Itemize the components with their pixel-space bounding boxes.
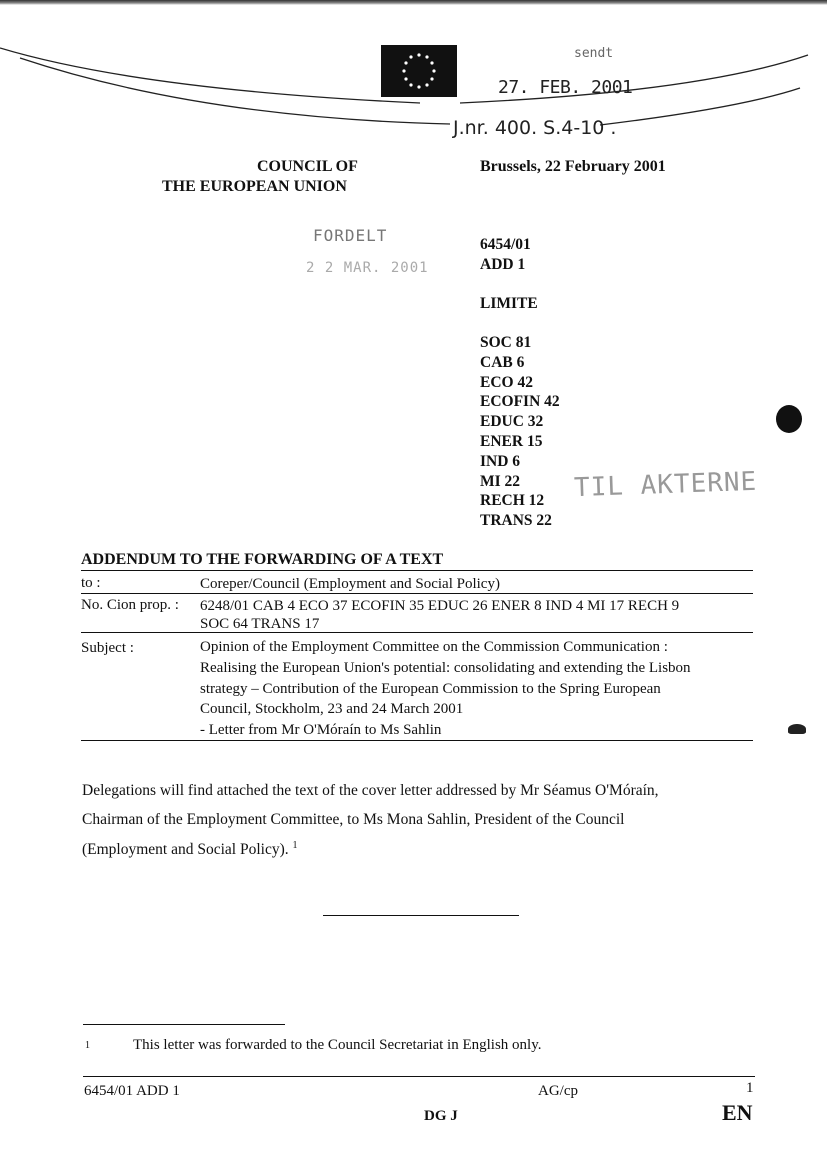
addendum-title: ADDENDUM TO THE FORWARDING OF A TEXT [81, 551, 444, 568]
subject-label: Subject : [81, 640, 134, 656]
distribution-code: CAB 6 [480, 353, 525, 371]
place-date: Brussels, 22 February 2001 [480, 158, 666, 175]
doc-addendum: ADD 1 [480, 256, 526, 273]
fordelt-stamp: FORDELT [313, 226, 388, 245]
footnote-text: This letter was forwarded to the Council Secretariat in English only. [133, 1037, 542, 1053]
eu-flag-icon [381, 45, 457, 97]
stamp-sent-label: sendt [574, 46, 614, 61]
cion-prop-value-line2: SOC 64 TRANS 17 [200, 616, 320, 632]
subject-rule [81, 740, 753, 741]
to-label: to : [81, 575, 101, 591]
cion-rule [81, 632, 753, 633]
footer-language: EN [722, 1100, 753, 1125]
fordelt-date-stamp: 2 2 MAR. 2001 [306, 260, 429, 276]
council-name-line2: THE EUROPEAN UNION [162, 178, 347, 195]
doc-number: 6454/01 [480, 236, 531, 253]
body-line: Chairman of the Employment Committee, to Ms Mona Sahlin, President of the Council [82, 811, 625, 828]
footer-doc-ref: 6454/01 ADD 1 [84, 1083, 180, 1099]
to-rule [81, 593, 753, 594]
title-rule [81, 570, 753, 571]
distribution-code: IND 6 [480, 452, 521, 470]
subject-line: strategy – Contribution of the European Commission to the Spring European [200, 681, 661, 697]
punch-hole-mark [776, 405, 802, 433]
stamp-received-date: 27. FEB. 2001 [498, 77, 633, 98]
footer-directorate: DG J [424, 1108, 458, 1124]
distribution-code: EDUC 32 [480, 413, 544, 431]
footnote-marker: 1 [85, 1040, 90, 1051]
distribution-code: ECO 42 [480, 373, 533, 391]
footnote-reference: 1 [292, 840, 298, 851]
distribution-code: RECH 12 [480, 492, 545, 510]
subject-line: Opinion of the Employment Committee on the Commission Communication : [200, 639, 668, 655]
distribution-code: MI 22 [480, 472, 521, 490]
stamp-arc-upper [0, 48, 420, 103]
doc-classification: LIMITE [480, 295, 538, 312]
body-line [82, 840, 298, 859]
distribution-code: ENER 15 [480, 432, 543, 450]
footnote-rule [83, 1024, 285, 1025]
to-value: Coreper/Council (Employment and Social Policy) [200, 576, 500, 592]
subject-line: - Letter from Mr O'Móraín to Ms Sahlin [200, 722, 442, 738]
stamp-journal-number: J.nr. 400. S.4-10 . [453, 117, 617, 139]
cion-prop-value-line1: 6248/01 CAB 4 ECO 37 ECOFIN 35 EDUC 26 ENER 8 IND 4 MI 17 RECH 9 [200, 598, 680, 614]
body-line-text: (Employment and Social Policy). [82, 841, 289, 859]
subject-line: Realising the European Union's potential: consolidating and extending the Lisbon [200, 660, 691, 676]
distribution-code: TRANS 22 [480, 512, 552, 530]
cion-prop-label: No. Cion prop. : [81, 597, 179, 613]
subject-line: Council, Stockholm, 23 and 24 March 2001 [200, 701, 464, 717]
distribution-codes [480, 333, 560, 531]
distribution-code: ECOFIN 42 [480, 393, 560, 411]
scan-blot-mark [788, 724, 806, 734]
til-akterne-stamp: TIL AKTERNE [573, 466, 758, 504]
footer-rule [83, 1076, 755, 1077]
council-name-line1: COUNCIL OF [257, 158, 358, 175]
footer-page-number: 1 [746, 1080, 754, 1096]
section-end-rule [323, 915, 519, 916]
footer-initials: AG/cp [538, 1083, 578, 1099]
body-line: Delegations will find attached the text of the cover letter addressed by Mr Séamus O'Móraín, [82, 782, 659, 799]
distribution-code: SOC 81 [480, 334, 532, 351]
